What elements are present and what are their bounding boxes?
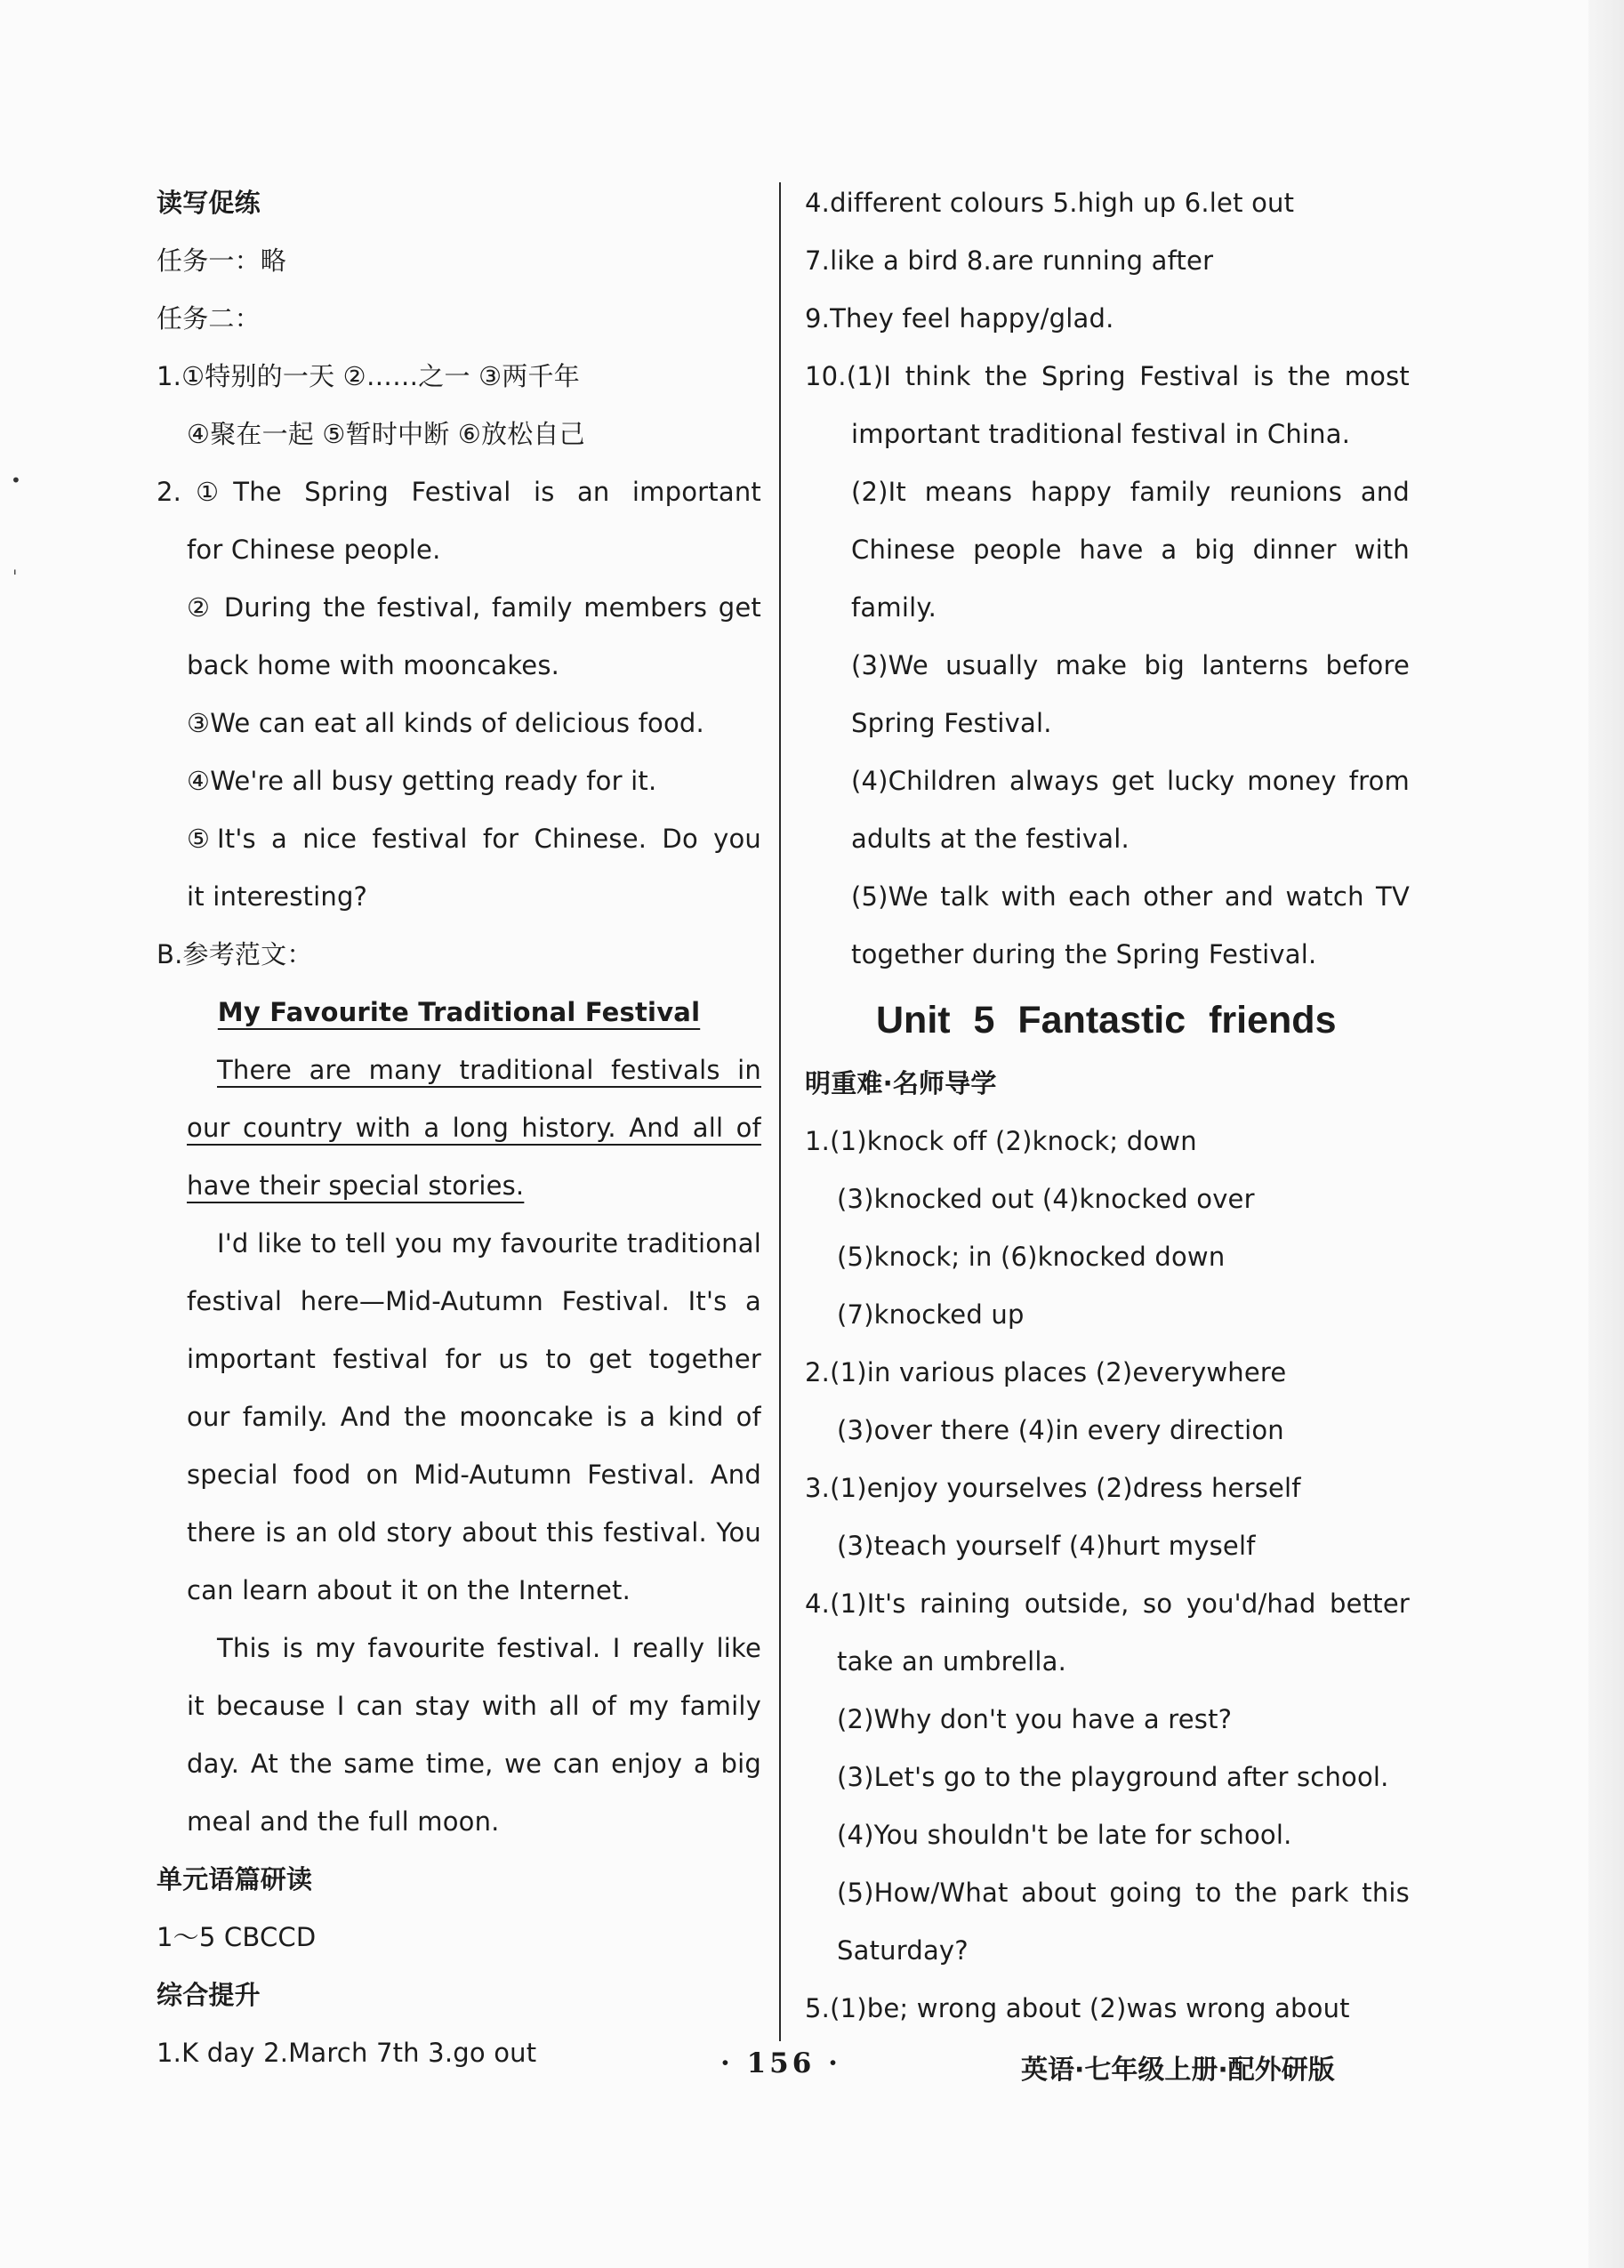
text-line: (4)You shouldn't be late for school. (837, 1820, 1292, 1850)
text-line: adults at the festival. (851, 824, 1130, 854)
page-number: · 156 · (720, 2047, 841, 2079)
text-line: (4)Children always get lucky money from (851, 766, 1410, 796)
text-line: 3.(1)enjoy yourselves (2)dress herself (805, 1473, 1301, 1503)
section-heading: 读写促练 (157, 188, 261, 218)
underlined-text: have their special stories. (187, 1170, 525, 1201)
text-line: 9.They feel happy/glad. (805, 303, 1114, 334)
text-line: 10.(1)I think the Spring Festival is the most (805, 361, 1410, 391)
text-line: Saturday? (837, 1935, 969, 1966)
text-line: (3)over there (4)in every direction (837, 1415, 1284, 1445)
underlined-line: our country with a long history. And all of (187, 1113, 761, 1143)
text-line: 任务二： (157, 303, 261, 334)
section-heading: 明重难·名师导学 (805, 1068, 997, 1098)
text-line: ③We can eat all kinds of delicious food. (187, 708, 704, 738)
section-heading: 单元语篇研读 (157, 1864, 313, 1894)
essay-line: This is my favourite festival. I really like (217, 1633, 761, 1663)
text-line: family. (851, 592, 937, 623)
scan-dot: ˌ (12, 555, 18, 576)
text-line: ⑤It's a nice festival for Chinese. Do you (187, 824, 761, 854)
text-line: back home with mooncakes. (187, 650, 560, 680)
text-line: 1.①特别的一天 ②……之一 ③两千年 (157, 361, 580, 391)
text-line: ④We're all busy getting ready for it. (187, 766, 657, 796)
text-line: 5.(1)be; wrong about (2)was wrong about (805, 1993, 1350, 2023)
underlined-line: There are many traditional festivals in (217, 1055, 761, 1085)
essay-title (157, 984, 761, 1042)
text-line: Spring Festival. (851, 708, 1052, 738)
text-line: (2)It means happy family reunions and (851, 477, 1410, 507)
right-column (805, 174, 1410, 2038)
text-line: ④聚在一起 ⑤暂时中断 ⑥放松自己 (187, 419, 585, 449)
essay-line: special food on Mid-Autumn Festival. And (187, 1460, 761, 1490)
unit-title: Unit 5 Fantastic friends (876, 999, 1337, 1042)
text-line: (5)We talk with each other and watch TV (851, 881, 1410, 912)
text-line: 4.(1)It's raining outside, so you'd/had better (805, 1588, 1410, 1619)
text-line: Chinese people have a big dinner with (851, 535, 1410, 565)
text-line: (3)knocked out (4)knocked over (837, 1184, 1255, 1214)
text-line: (3)We usually make big lanterns before (851, 650, 1410, 680)
text-line: 4.different colours 5.high up 6.let out (805, 188, 1295, 218)
essay-line: can learn about it on the Internet. (187, 1575, 631, 1605)
text-line: ② During the festival, family members get (187, 592, 761, 623)
text-line: 2.(1)in various places (2)everywhere (805, 1357, 1287, 1387)
essay-line: meal and the full moon. (187, 1806, 500, 1837)
text-line: important traditional festival in China. (851, 419, 1351, 449)
text-line: for Chinese people. (187, 535, 441, 565)
essay-line: it because I can stay with all of my family (187, 1691, 761, 1721)
text-line: 2.①The Spring Festival is an important (157, 477, 761, 507)
section-heading: 综合提升 (157, 1980, 261, 2010)
text-line: 1.(1)knock off (2)knock; down (805, 1126, 1197, 1156)
essay-line: festival here—Mid-Autumn Festival. It's a (187, 1286, 761, 1316)
text-line: (5)How/What about going to the park this (837, 1878, 1410, 1908)
text-line: (5)knock; in (6)knocked down (837, 1242, 1226, 1272)
text-line: (3)Let's go to the playground after school. (837, 1762, 1389, 1792)
text-line: (7)knocked up (837, 1299, 1025, 1330)
left-column (157, 174, 761, 2082)
underlined-line-wrap (157, 1157, 761, 1215)
text-line: it interesting? (187, 881, 368, 912)
scan-dot: • (11, 470, 21, 491)
text-line: 1.K day 2.March 7th 3.go out (157, 2038, 537, 2068)
book-title: 英语·七年级上册·配外研版 (1021, 2055, 1335, 2086)
essay-line: important festival for us to get together (187, 1344, 761, 1374)
essay-title-text: My Favourite Traditional Festival (217, 997, 701, 1027)
text-line: (2)Why don't you have a rest? (837, 1704, 1233, 1734)
text-line: take an umbrella. (837, 1646, 1066, 1677)
essay-line: our family. And the mooncake is a kind of (187, 1402, 761, 1432)
essay-line: day. At the same time, we can enjoy a big (187, 1749, 761, 1779)
text-line: 任务一：略 (157, 245, 287, 276)
column-divider (779, 182, 781, 2041)
page-edge-shadow (1588, 0, 1624, 2268)
text-line: 7.like a bird 8.are running after (805, 245, 1214, 276)
text-line: together during the Spring Festival. (851, 939, 1317, 969)
text-line: 1～5 CBCCD (157, 1922, 317, 1952)
essay-line: I'd like to tell you my favourite traditional (217, 1228, 761, 1259)
text-line: B.参考范文： (157, 939, 313, 969)
essay-line: there is an old story about this festival. You (187, 1517, 761, 1548)
text-line: (3)teach yourself (4)hurt myself (837, 1531, 1256, 1561)
